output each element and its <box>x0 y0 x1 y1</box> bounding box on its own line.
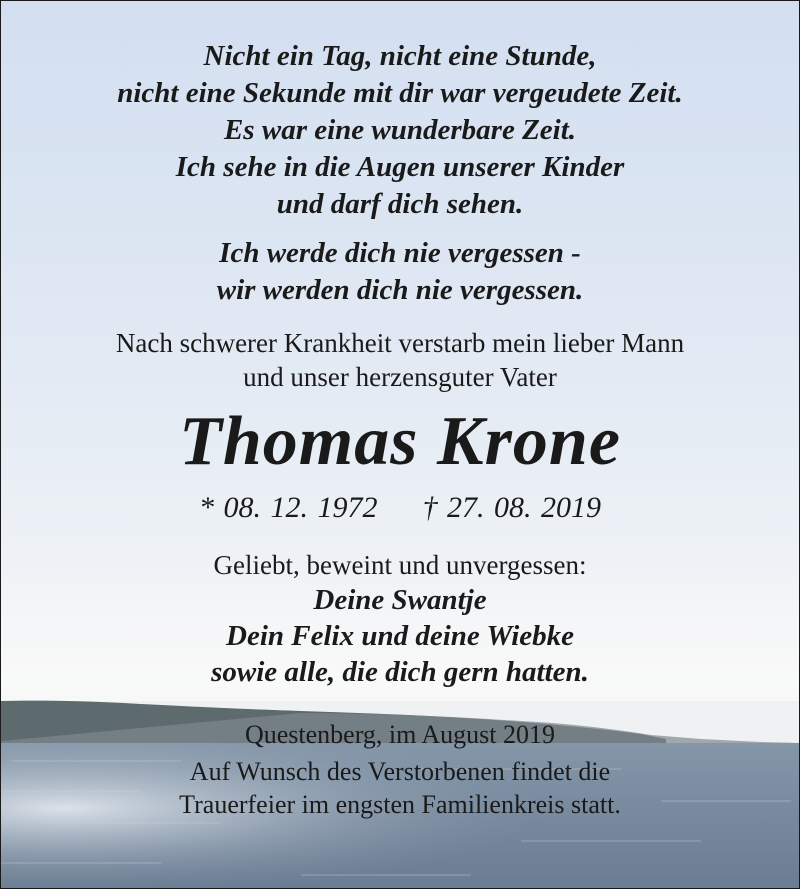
mourner-name: sowie alle, die dich gern hatten. <box>211 656 589 688</box>
poem-stanza-1 <box>1 38 799 223</box>
deceased-name: Thomas Krone <box>179 403 621 480</box>
poem-line: wir werden dich nie vergessen. <box>216 274 584 306</box>
notice-text <box>1 1 799 821</box>
place-date: Questenberg, im August 2019 <box>244 720 556 749</box>
mourner-name: Deine Swantje <box>313 584 487 616</box>
poem-line: Ich sehe in die Augen unserer Kinder <box>175 151 625 183</box>
funeral-note-line: Auf Wunsch des Verstorbenen findet die <box>189 757 611 786</box>
mourners <box>1 548 799 690</box>
poem-line: Ich werde dich nie vergessen - <box>219 237 581 269</box>
life-dates <box>1 490 799 526</box>
poem-line: Es war eine wunderbare Zeit. <box>223 114 577 146</box>
funeral-note-line: Trauerfeier im engsten Familienkreis statt. <box>179 790 621 819</box>
death-date: † 27. 08. 2019 <box>422 491 601 524</box>
mourners-intro: Geliebt, beweint und unvergessen: <box>213 550 587 580</box>
poem-line: Nicht ein Tag, nicht eine Stunde, <box>203 40 597 72</box>
birth-date: * 08. 12. 1972 <box>199 491 378 524</box>
poem-line: nicht eine Sekunde mit dir war vergeudete Zeit. <box>117 77 683 109</box>
announcement-line: Nach schwerer Krankheit verstarb mein lieber Mann <box>115 328 685 358</box>
poem-line: und darf dich sehen. <box>276 188 524 220</box>
announcement-line: und unser herzensguter Vater <box>243 362 557 392</box>
poem-stanza-2 <box>1 235 799 309</box>
funeral-note <box>1 755 799 821</box>
announcement <box>1 326 799 394</box>
mourner-name: Dein Felix und deine Wiebke <box>226 620 574 652</box>
